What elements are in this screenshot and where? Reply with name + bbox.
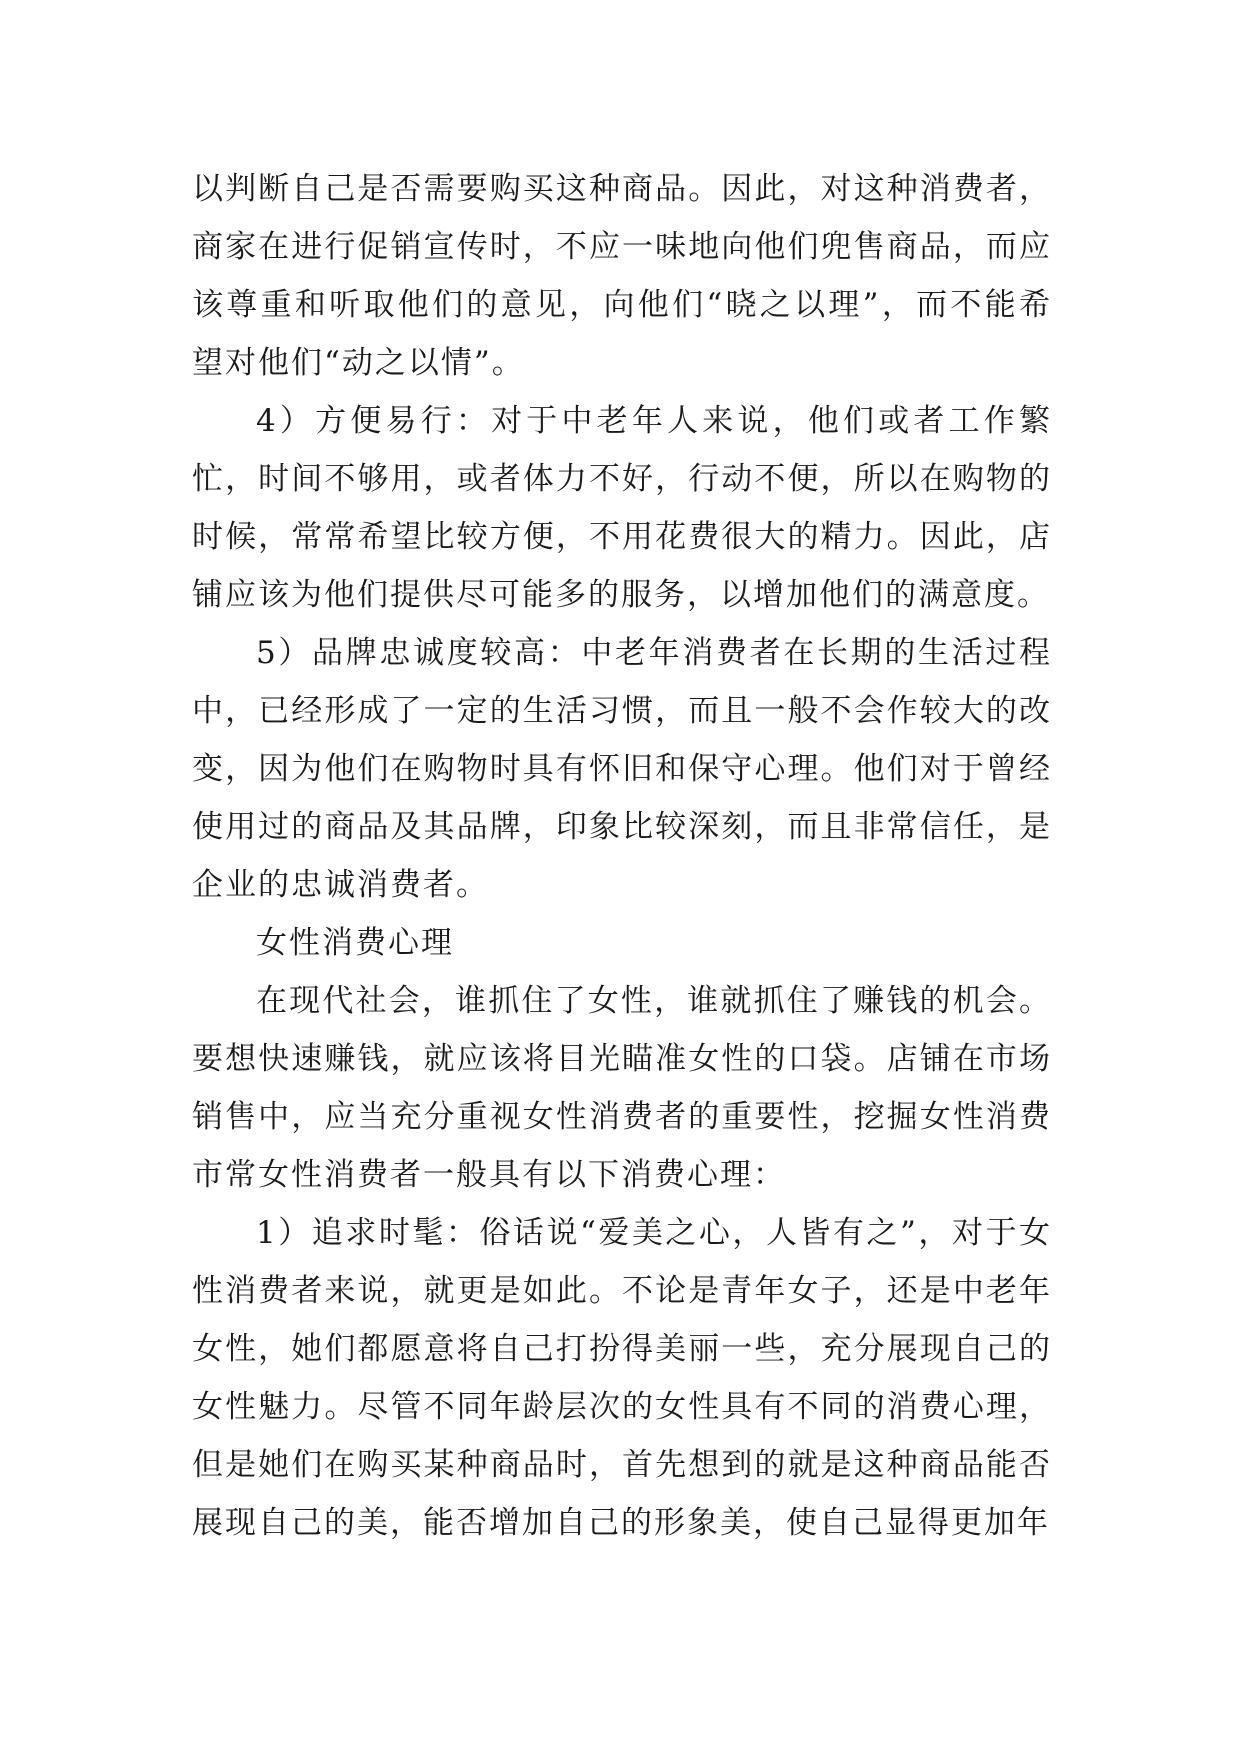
paragraph-brand-loyalty: 5）品牌忠诚度较高：中老年消费者在长期的生活过程中，已经形成了一定的生活习惯，而且一般不会作较大的改变，因为他们在购物时具有怀旧和保守心理。他们对于曾经使用过的商品及其品牌，印象比较深刻，而且非常信任，是企业的忠诚消费者。: [192, 635, 1052, 903]
paragraph-convenience: 4）方便易行：对于中老年人来说，他们或者工作繁忙，时间不够用，或者体力不好，行动不便，所以在购物的时候，常常希望比较方便，不用花费很大的精力。因此，店铺应该为他们提供尽可能多的服务，以增加他们的满意度。: [192, 403, 1052, 613]
paragraph-female-intro: 在现代社会，谁抓住了女性，谁就抓住了赚钱的机会。要想快速赚钱，就应该将目光瞄准女性的口袋。店铺在市场销售中，应当充分重视女性消费者的重要性，挖掘女性消费市常女性消费者一般具有以下消费心理：: [192, 983, 1052, 1193]
paragraph-fashion: 1）追求时髦：俗话说“爱美之心，人皆有之”，对于女性消费者来说，就更是如此。不论是青年女子，还是中老年女性，她们都愿意将自己打扮得美丽一些，充分展现自己的女性魅力。尽管不同年龄层次的女性具有不同的消费心理，但是她们在购买某种商品时，首先想到的就是这种商品能否展现自己的美，能否增加自己的形象美，使自己显得更加年: [192, 1215, 1052, 1541]
section-heading: 女性消费心理: [256, 925, 454, 961]
paragraph-continuation: 以判断自己是否需要购买这种商品。因此，对这种消费者，商家在进行促销宣传时，不应一味地向他们兜售商品，而应该尊重和听取他们的意见，向他们“晓之以理”，而不能希望对他们“动之以情”。: [192, 171, 1052, 381]
document-page: [192, 160, 1052, 1552]
